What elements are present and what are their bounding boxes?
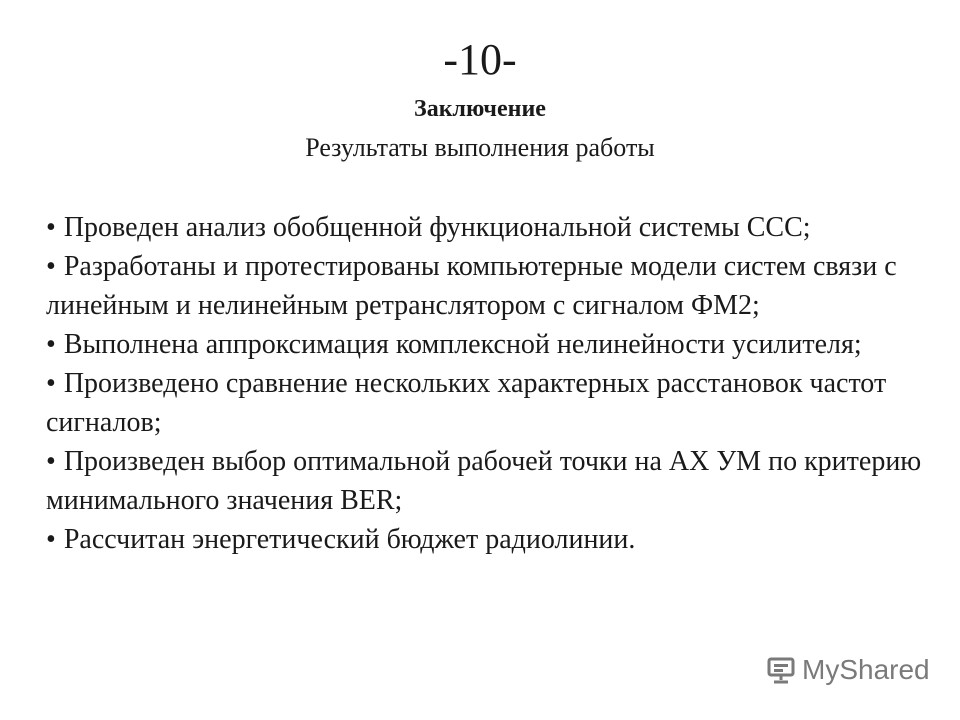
bullet-mark: • xyxy=(46,251,56,282)
bullet-mark: • xyxy=(46,212,56,243)
bullet-item xyxy=(46,247,936,325)
watermark-text: MyShared xyxy=(802,654,930,685)
bullet-item xyxy=(46,520,936,559)
bullet-text: Выполнена аппроксимация комплексной нелинейности усилителя; xyxy=(63,329,862,360)
bullet-mark: • xyxy=(46,524,56,555)
presentation-board-icon xyxy=(766,655,796,685)
bullet-text: Разработаны и протестированы компьютерные модели систем связи с линейным и нелинейным ретранслятором с сигналом ФМ2; xyxy=(46,251,897,321)
bullet-mark: • xyxy=(46,368,56,399)
bullet-mark: • xyxy=(46,446,56,477)
slide-number: -10- xyxy=(443,35,517,84)
bullet-mark: • xyxy=(46,329,56,360)
bullet-item xyxy=(46,208,936,247)
results-bullet-list xyxy=(46,208,936,559)
slide-subtitle: Результаты выполнения работы xyxy=(305,133,655,162)
bullet-text: Произведен выбор оптимальной рабочей точки на АХ УМ по критерию минимального значения BER; xyxy=(46,446,922,516)
bullet-text: Рассчитан энергетический бюджет радиолинии. xyxy=(63,524,636,555)
bullet-item xyxy=(46,442,936,520)
myshared-watermark[interactable] xyxy=(766,654,930,686)
slide-title: Заключение xyxy=(414,96,546,122)
bullet-text: Проведен анализ обобщенной функциональной системы ССС; xyxy=(63,212,811,243)
bullet-item xyxy=(46,325,936,364)
bullet-item xyxy=(46,364,936,442)
bullet-text: Произведено сравнение нескольких характерных расстановок частот сигналов; xyxy=(46,368,887,438)
